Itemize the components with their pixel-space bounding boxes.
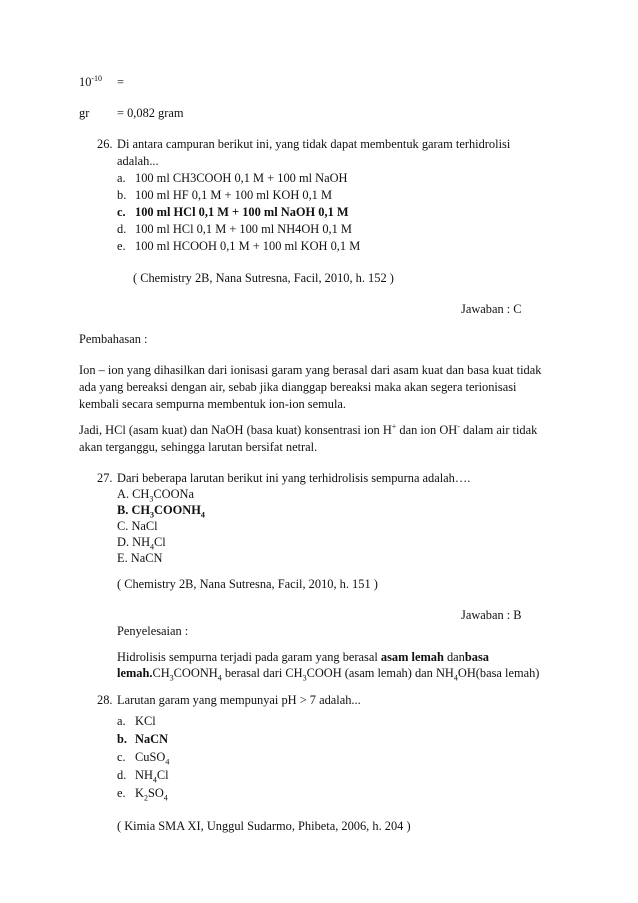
q27-solution-line1: Hidrolisis sempurna terjadi pada garam yang berasal asam lemah danbasa	[117, 650, 489, 664]
q28-source: ( Kimia SMA XI, Unggul Sudarmo, Phibeta, 2006, h. 204 )	[117, 819, 411, 833]
q27-option-a: A. $CH_3COONa$	[117, 487, 194, 504]
q27-number: 27.	[97, 471, 113, 485]
q26-source: ( Chemistry 2B, Nana Sutresna, Facil, 2010, h. 152 )	[133, 271, 394, 285]
q26-stem-line2: adalah...	[117, 154, 159, 168]
q26-option-a-text: 100 ml CH3COOH 0,1 M + 100 ml NaOH	[135, 171, 348, 185]
q28-option-c-letter: c.	[117, 750, 126, 764]
q26-option-c-text: 100 ml HCl 0,1 M + 100 ml NaOH 0,1 M	[135, 205, 349, 219]
q27-option-d: D. $NH_4Cl$	[117, 535, 166, 552]
q28-number: 28.	[97, 693, 113, 707]
q26-option-b-text: 100 ml HF 0,1 M + 100 ml KOH 0,1 M	[135, 188, 332, 202]
q26-option-b-letter: b.	[117, 188, 127, 202]
pembahasan-para1-line1: Ion – ion yang dihasilkan dari ionisasi garam yang berasal dari asam kuat dan basa kuat tidak	[79, 363, 542, 377]
pembahasan-para1-line2: ada yang bereaksi dengan air, sebab jika dianggap bereaksi maka akan segera terionisasi	[79, 380, 517, 394]
q27-solution-title: Penyelesaian :	[117, 624, 189, 638]
q26-option-d-text: 100 ml HCl 0,1 M + 100 ml NH4OH 0,1 M	[135, 222, 352, 236]
q27-option-c: C. NaCl	[117, 519, 158, 533]
q28-option-d-letter: d.	[117, 768, 127, 782]
top-row2-label: gr	[79, 106, 90, 120]
q27-source: ( Chemistry 2B, Nana Sutresna, Facil, 2010, h. 151 )	[117, 577, 378, 591]
q28-option-a-text: KCl	[135, 714, 156, 728]
q28-option-a-letter: a.	[117, 714, 126, 728]
q28-option-e-letter: e.	[117, 786, 126, 800]
q26-number: 26.	[97, 137, 113, 151]
q26-option-c-letter: c.	[117, 205, 126, 219]
q26-option-e-letter: e.	[117, 239, 126, 253]
q27-answer: Jawaban : B	[461, 608, 522, 622]
q26-option-d-letter: d.	[117, 222, 127, 236]
q28-option-b-letter: b.	[117, 732, 127, 746]
q27-option-b: B. $CH_3COONH_4$	[117, 503, 205, 520]
q26-option-e-text: 100 ml HCOOH 0,1 M + 100 ml KOH 0,1 M	[135, 239, 361, 253]
pembahasan-para2-line1: Jadi, HCl (asam kuat) dan NaOH (basa kuat) konsentrasi ion H+ dan ion OH- dalam air tidak	[79, 421, 538, 437]
q27-stem: Dari beberapa larutan berikut ini yang terhidrolisis sempurna adalah….	[117, 471, 471, 485]
q26-answer: Jawaban : C	[461, 302, 522, 316]
q27-option-e: E. NaCN	[117, 551, 163, 565]
top-row1-label: $10^{-10}$	[79, 73, 103, 89]
q28-option-d-text: $NH_4Cl$	[135, 768, 169, 785]
top-row2-value: = 0,082 gram	[117, 106, 184, 120]
q28-option-e-text: $K_2SO_4$	[135, 786, 168, 803]
q26-stem-line1: Di antara campuran berikut ini, yang tidak dapat membentuk garam terhidrolisi	[117, 137, 511, 151]
q28-stem: Larutan garam yang mempunyai pH > 7 adalah...	[117, 693, 361, 707]
top-row1-value: =	[117, 75, 124, 89]
q28-option-b-text: NaCN	[135, 732, 169, 746]
q26-option-a-letter: a.	[117, 171, 126, 185]
q28-option-c-text: CuSO$_4$	[135, 750, 170, 767]
q27-solution-line2: $lemah.CH_3COONH_4$ berasal dari $CH_3COOH$ (asam lemah) dan $NH_4OH(basa$ lemah)	[117, 666, 540, 683]
pembahasan-title: Pembahasan :	[79, 332, 148, 346]
pembahasan-para2-line2: akan terganggu, sehingga larutan bersifat netral.	[79, 440, 318, 454]
pembahasan-para1-line3: kembali secara sempurna membentuk ion-ion semula.	[79, 397, 347, 411]
